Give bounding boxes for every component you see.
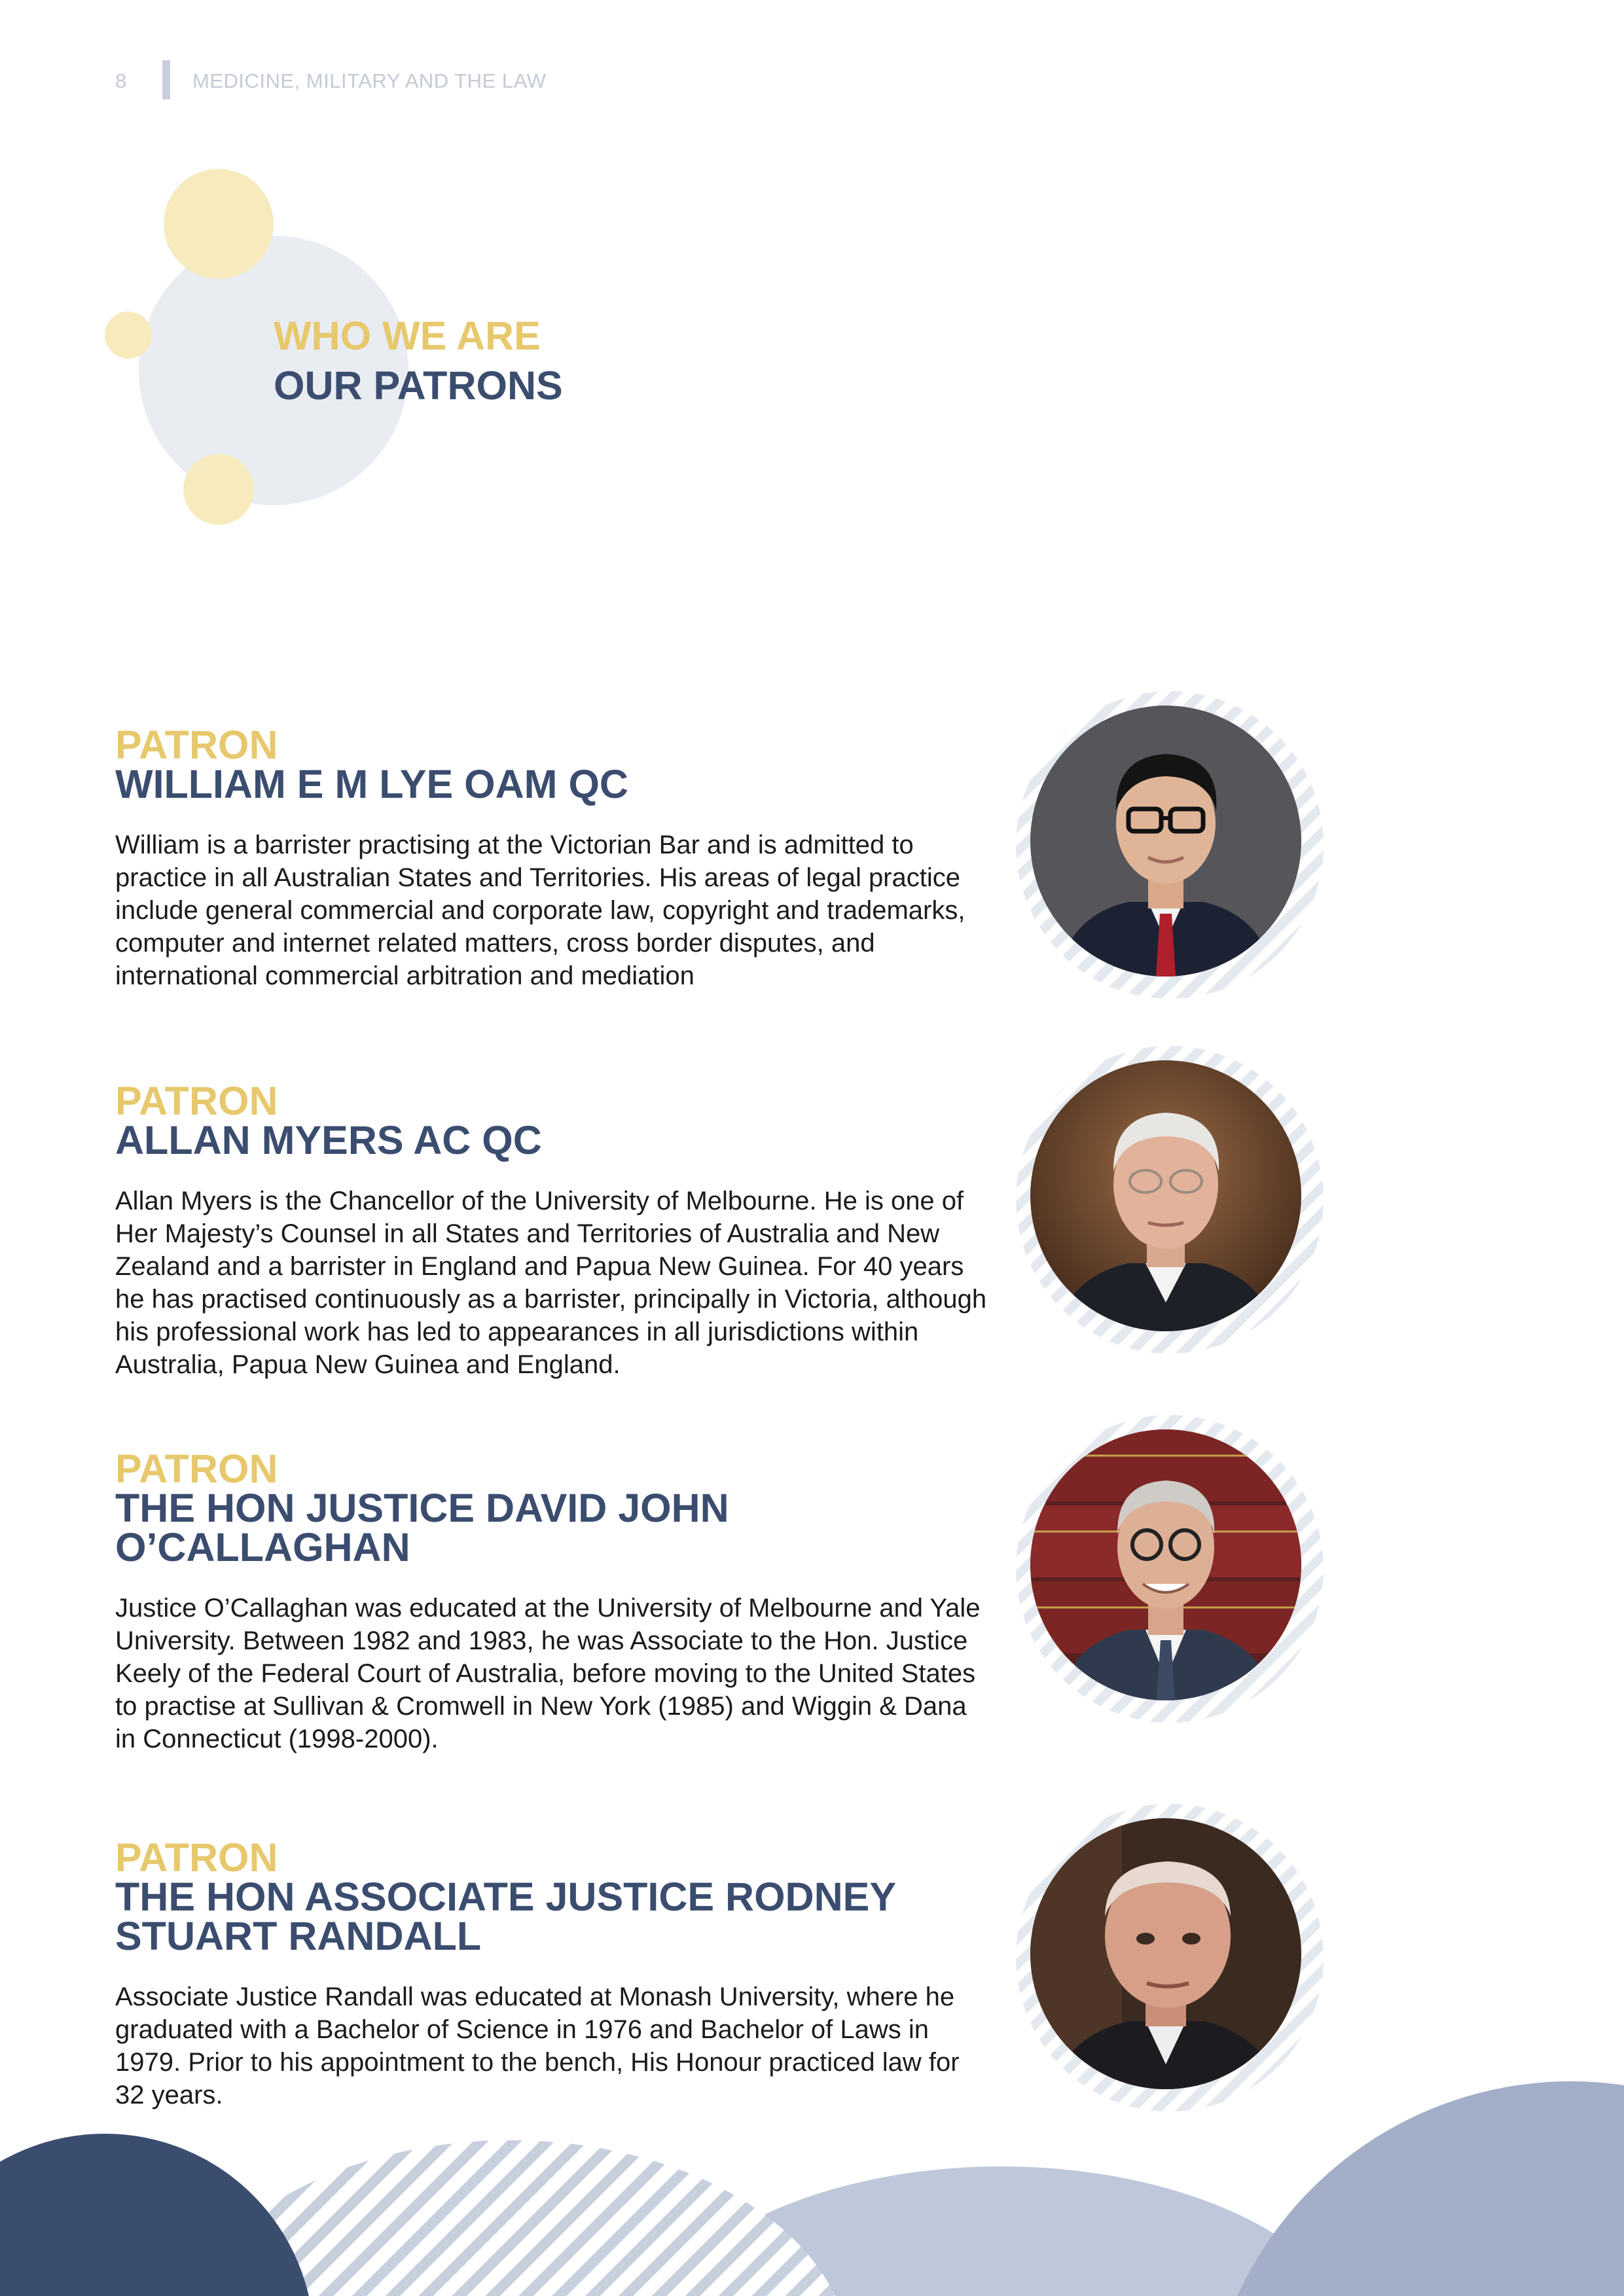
decorative-circle-yellow-small	[105, 312, 152, 359]
patron-bio: William is a barrister practising at the Victorian Bar and is admitted to practice in all Australian States and Territories. His areas of legal practice include general commercial and corporate law, copyright and trademarks, computer and internet related matters, cross border disputes, and international commercial arbitration and mediation	[115, 831, 965, 990]
patron-label: PATRON	[115, 1079, 278, 1123]
patron-photo	[1030, 1429, 1301, 1700]
bottom-decoration	[0, 2081, 1624, 2296]
patron-entry	[115, 1446, 992, 1755]
patron-label: PATRON	[115, 1446, 278, 1491]
patron-photo	[1030, 706, 1301, 977]
patron-bio: Justice O’Callaghan was educated at the University of Melbourne and Yale University. Between 1982 and 1983, he was Associate to the Hon. Justice Keely of the Federal Court of Australia, before moving to the United States to practise at Sullivan & Cromwell in New York (1985) and Wiggin & Dana in Connecticut (1998-2000).	[115, 1594, 981, 1753]
decorative-circle-yellow-medium	[183, 454, 254, 525]
patron-photo-frame	[1016, 691, 1324, 999]
section-title: OUR PATRONS	[274, 363, 563, 408]
patron-bio: Associate Justice Randall was educated at Monash University, where he graduated with a Bachelor of Science in 1976 and Bachelor of Laws in 1979. Prior to his appointment to the bench, His Honour practiced law for 32 years.	[115, 1982, 960, 2109]
patron-bio: Allan Myers is the Chancellor of the University of Melbourne. He is one of Her Majesty’s Counsel in all States and Territories of Australia and New Zealand and a barrister in England and Papua New Guinea. For 40 years he has practised continuously as a barrister, principally in Victoria, although his professional work has led to appearances in all jurisdictions within Australia, Papua New Guinea and England.	[115, 1187, 987, 1379]
patron-entry	[115, 1835, 992, 2111]
decorative-circle-yellow-large	[164, 169, 274, 279]
patron-name: ALLAN MYERS AC QC	[115, 1118, 542, 1162]
patron-photo-frame	[1016, 1415, 1324, 1723]
patron-label: PATRON	[115, 1835, 278, 1880]
patron-label: PATRON	[115, 723, 278, 767]
header-title: MEDICINE, MILITARY AND THE LAW	[192, 69, 547, 92]
patron-photo	[1030, 1818, 1301, 2089]
section-kicker: WHO WE ARE	[274, 314, 541, 358]
patron-photo-frame	[1016, 1804, 1324, 2111]
patron-name: WILLIAM E M LYE OAM QC	[115, 762, 628, 806]
patron-photo	[1030, 1060, 1301, 1331]
header-divider	[162, 60, 170, 99]
patron-photo-frame	[1016, 1046, 1324, 1354]
page-number: 8	[115, 69, 127, 92]
patron-entry	[115, 1081, 992, 1381]
patron-name: THE HON JUSTICE DAVID JOHN O’CALLAGHAN	[115, 1486, 729, 1570]
patron-name: THE HON ASSOCIATE JUSTICE RODNEY STUART RANDALL	[115, 1874, 895, 1958]
patron-entry	[115, 725, 992, 992]
